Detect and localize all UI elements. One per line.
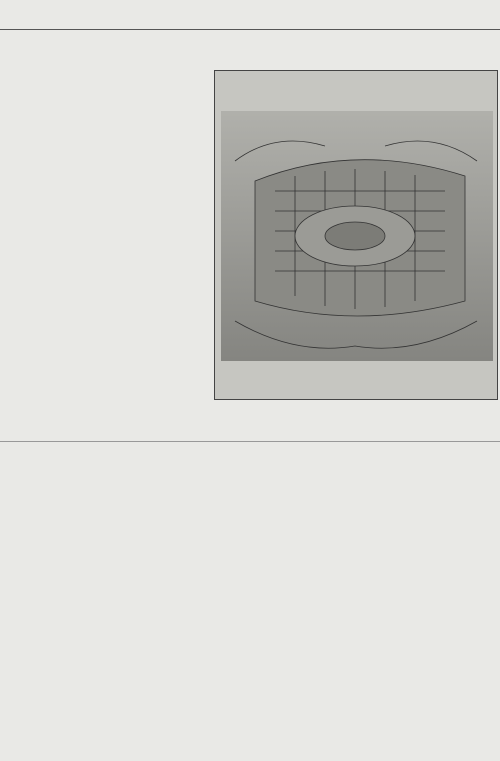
text-columns xyxy=(10,446,496,761)
section-divider xyxy=(0,441,500,442)
engine-bay-figure xyxy=(214,70,498,400)
column-1 xyxy=(10,446,160,447)
column-2 xyxy=(175,446,325,456)
column-3 xyxy=(340,446,492,454)
engine-bay-illustration xyxy=(215,71,498,400)
page-header xyxy=(0,0,500,30)
